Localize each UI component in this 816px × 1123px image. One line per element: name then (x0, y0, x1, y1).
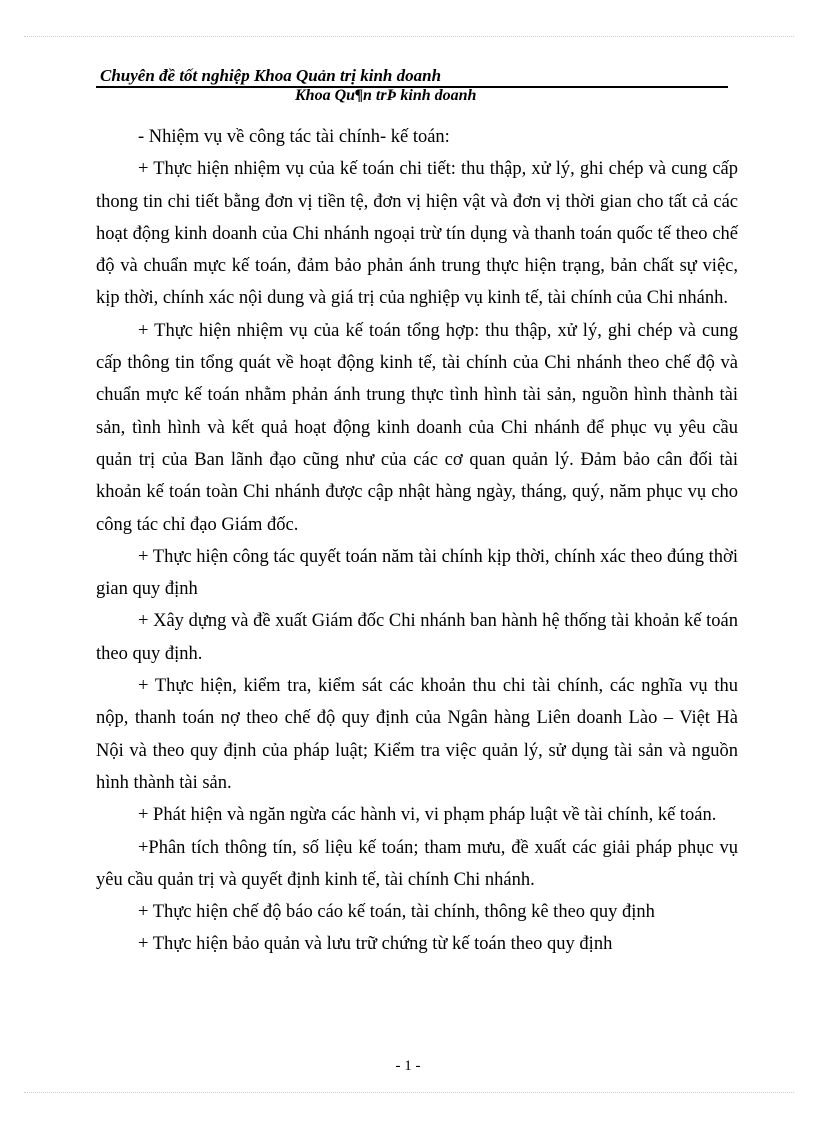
paragraph: + Thực hiện, kiểm tra, kiểm sát các khoản thu chi tài chính, các nghĩa vụ thu nộp, thanh toán nợ theo chế độ quy định của Ngân hàng Liên doanh Lào – Việt Hà Nội và theo quy định của pháp luật; Kiểm tra việc quản lý, sử dụng tài sản và nguồn hình thành tài sản. (96, 676, 738, 793)
paragraph: + Thực hiện chế độ báo cáo kế toán, tài chính, thông kê theo quy định (138, 902, 655, 923)
paragraph: - Nhiệm vụ về công tác tài chính- kế toán: (138, 127, 450, 147)
header-subtitle: Khoa Qu¶n trÞ kinh doanh (295, 87, 477, 104)
header-title: Chuyên đề tốt nghiệp Khoa Quản trị kinh doanh (100, 66, 442, 85)
paragraph: + Thực hiện công tác quyết toán năm tài chính kịp thời, chính xác theo đúng thời gian quy định (96, 546, 738, 600)
body-text (96, 121, 738, 961)
paragraph: + Thực hiện bảo quản và lưu trữ chứng từ kế toán theo quy định (138, 934, 613, 955)
bottom-dotted-border (24, 1092, 794, 1093)
paragraph: + Thực hiện nhiệm vụ của kế toán tổng hợp: thu thập, xử lý, ghi chép và cung cấp thông tin tổng quát về hoạt động kinh tế, tài chính của Chi nhánh theo chế độ và chuẩn mực kế toán nhằm phản ánh trung thực tình hình tài sản, nguồn hình thành tài sản, tình hình và kết quả hoạt động kinh doanh của Chi nhánh để phục vụ yêu cầu quản trị của Ban lãnh đạo cũng như của các cơ quan quản lý. Đảm bảo cân đối tài khoản kế toán toàn Chi nhánh được cập nhật hàng ngày, tháng, quý, năm phục vụ cho công tác chỉ đạo Giám đốc. (96, 320, 738, 535)
paragraph: + Phát hiện và ngăn ngừa các hành vi, vi phạm pháp luật về tài chính, kế toán. (138, 805, 717, 826)
paragraph: + Thực hiện nhiệm vụ của kế toán chi tiết: thu thập, xử lý, ghi chép và cung cấp thong tin chi tiết bằng đơn vị tiền tệ, đơn vị hiện vật và đơn vị thời gian cho tất cả các hoạt động kinh doanh của Chi nhánh ngoại trừ tín dụng và thanh toán quốc tế theo chế độ và chuẩn mực kế toán, đảm bảo phản ánh trung thực hiện trạng, bản chất sự việc, kịp thời, chính xác nội dung và giá trị của nghiệp vụ kinh tế, tài chính của Chi nhánh. (96, 159, 738, 309)
paragraph: +Phân tích thông tín, số liệu kế toán; tham mưu, đề xuất các giải pháp phục vụ yêu cầu quản trị và quyết định kinh tế, tài chính Chi nhánh. (96, 837, 738, 890)
page-number: - 1 - (395, 1058, 421, 1074)
top-dotted-border (24, 36, 794, 37)
paragraph: + Xây dựng và đề xuất Giám đốc Chi nhánh ban hành hệ thống tài khoản kế toán theo quy định. (96, 611, 738, 664)
